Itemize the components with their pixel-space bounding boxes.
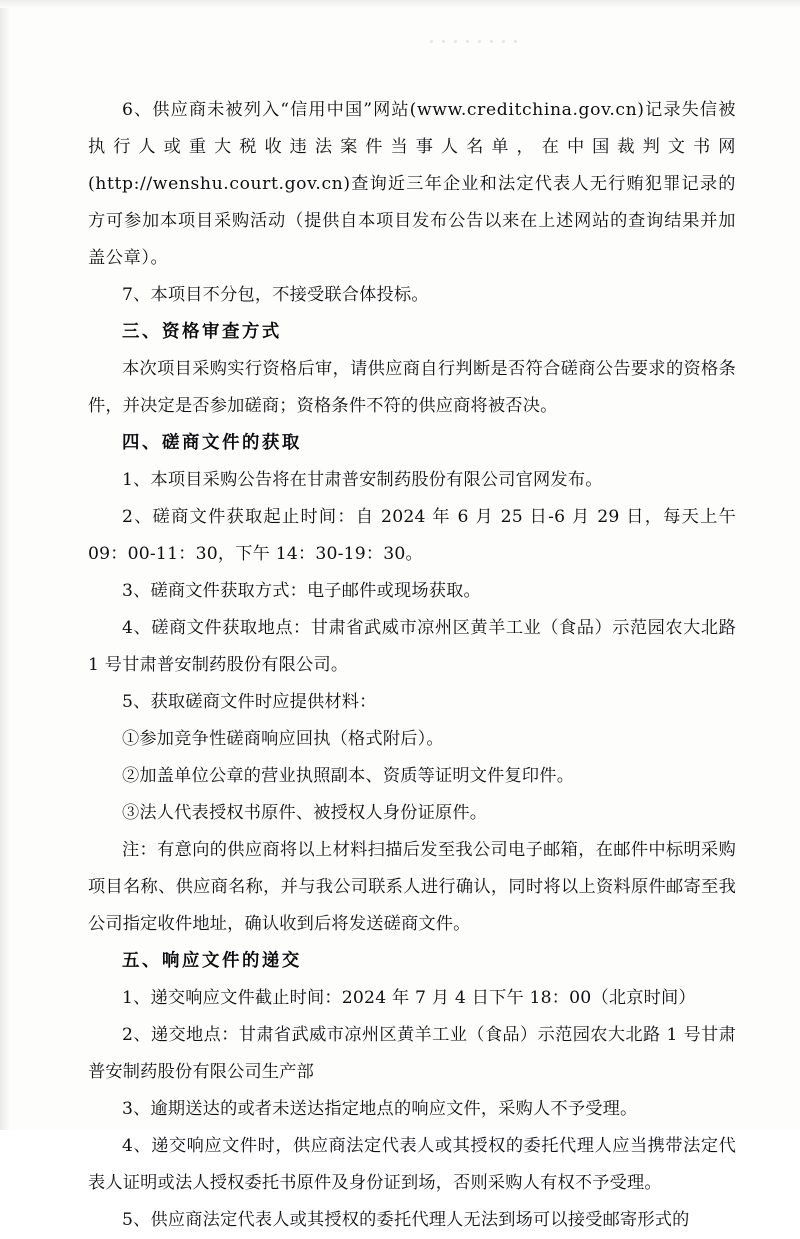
section-5-item-3: 3、逾期送达的或者未送达指定地点的响应文件，采购人不予受理。 xyxy=(122,1099,638,1119)
section-4-item-1: 1、本项目采购公告将在甘肃普安制药股份有限公司官网发布。 xyxy=(122,470,603,490)
section-4-item-5-sub-3: ③法人代表授权书原件、被授权人身份证原件。 xyxy=(122,803,488,823)
section-4-item-5-sub-2: ②加盖单位公章的营业执照副本、资质等证明文件复印件。 xyxy=(122,766,575,786)
page-body xyxy=(88,92,736,1239)
section-5-heading: 五、响应文件的递交 xyxy=(122,951,302,971)
clause-6-paragraph: 6、供应商未被列入“信用中国”网站(www.creditchina.gov.cn)记录失信被执行人或重大税收违法案件当事人名单，在中国裁判文书网(http://wenshu.court.gov.cn)查询近三年企业和法定代表人无行贿犯罪记录的方可参加本项目采购活动（提供自本项目发布公告以来在上述网站的查询结果并加盖公章）。 xyxy=(88,100,736,268)
section-4-item-3: 3、磋商文件获取方式：电子邮件或现场获取。 xyxy=(122,581,481,601)
section-4-item-5: 5、获取磋商文件时应提供材料： xyxy=(122,692,377,712)
page-left-edge-shadow xyxy=(0,0,10,1130)
section-4-item-5-sub-1: ①参加竞争性磋商响应回执（格式附后）。 xyxy=(122,729,444,749)
section-5-item-5: 5、供应商法定代表人或其授权的委托代理人无法到场可以接受邮寄形式的 xyxy=(122,1210,690,1230)
page-top-edge-shadow xyxy=(0,0,800,8)
section-3-heading: 三、资格审查方式 xyxy=(122,322,282,342)
scan-artifact-specks xyxy=(430,28,550,44)
section-5-item-1: 1、递交响应文件截止时间：2024 年 7 月 4 日下午 18：00（北京时间） xyxy=(122,988,696,1008)
section-4-note: 注：有意向的供应商将以上材料扫描后发至我公司电子邮箱，在邮件中标明采购项目名称、供应商名称，并与我公司联系人进行确认，同时将以上资料原件邮寄至我公司指定收件地址，确认收到后将发送磋商文件。 xyxy=(88,840,736,934)
section-4-item-2: 2、磋商文件获取起止时间：自 2024 年 6 月 25 日-6 月 29 日，每天上午 09：00-11：30，下午 14：30-19：30。 xyxy=(88,507,736,564)
section-4-heading: 四、磋商文件的获取 xyxy=(122,433,302,453)
section-5-item-4: 4、递交响应文件时，供应商法定代表人或其授权的委托代理人应当携带法定代表人证明或法人授权委托书原件及身份证到场，否则采购人有权不予受理。 xyxy=(88,1136,736,1193)
section-3-body: 本次项目采购实行资格后审，请供应商自行判断是否符合磋商公告要求的资格条件，并决定是否参加磋商；资格条件不符的供应商将被否决。 xyxy=(88,359,736,416)
section-5-item-2: 2、递交地点：甘肃省武威市凉州区黄羊工业（食品）示范园农大北路 1 号甘肃普安制药股份有限公司生产部 xyxy=(88,1025,736,1082)
section-4-item-4: 4、磋商文件获取地点：甘肃省武威市凉州区黄羊工业（食品）示范园农大北路 1 号甘肃普安制药股份有限公司。 xyxy=(88,618,736,675)
clause-7-paragraph: 7、本项目不分包，不接受联合体投标。 xyxy=(122,285,429,305)
